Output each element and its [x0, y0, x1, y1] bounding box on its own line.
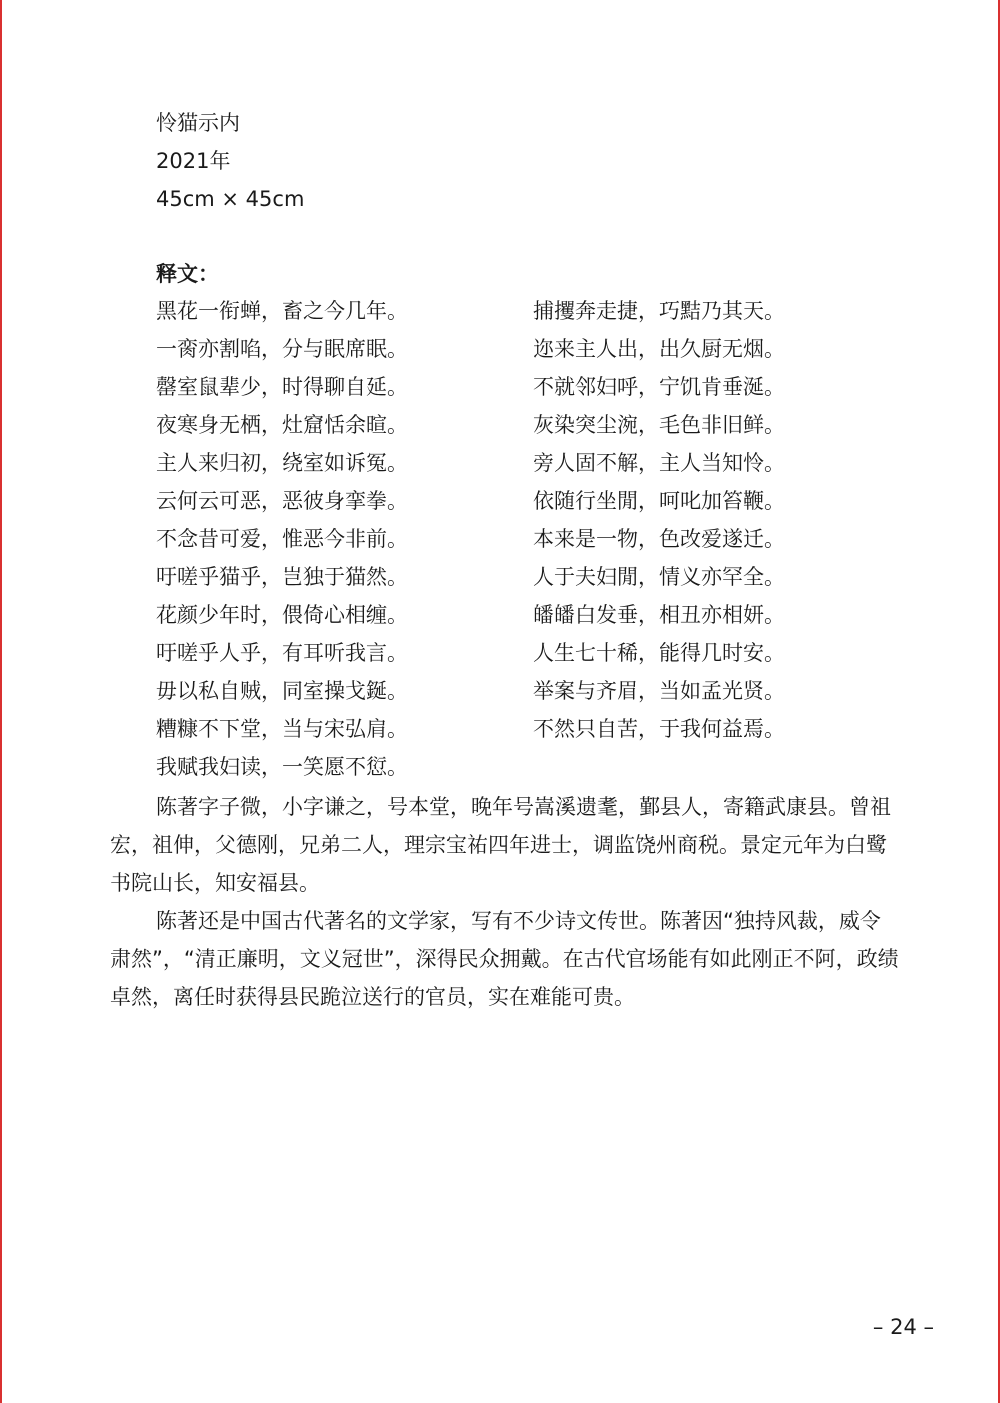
- poem-line: 皤皤白发垂，相丑亦相妍。: [533, 603, 785, 627]
- poem-line: 不念昔可爱，惟恶今非前。: [156, 527, 408, 551]
- artwork-title: 怜猫示内: [156, 111, 240, 135]
- artwork-info: [156, 104, 304, 218]
- poem-line: 灰染突尘涴，毛色非旧鲜。: [533, 413, 785, 437]
- poem-line: 举案与齐眉，当如孟光贤。: [533, 679, 785, 703]
- biography-paragraph: 陈著字子微，小字谦之，号本堂，晚年号嵩溪遗耄，鄞县人，寄籍武康县。曾祖宏，祖伸，父德刚，兄弟二人，理宗宝祐四年进士，调监饶州商税。景定元年为白鹭书院山长，知安福县。: [110, 795, 891, 895]
- poem-line: 罄室鼠辈少，时得聊自延。: [156, 375, 408, 399]
- poem-line: 捕攫奔走捷，巧黠乃其天。: [533, 299, 785, 323]
- poem-line: 毋以私自贼，同室操戈鋋。: [156, 679, 408, 703]
- poem-line: 人于夫妇閒，情义亦罕全。: [533, 565, 785, 589]
- poem-line: 迩来主人出，出久厨无烟。: [533, 337, 785, 361]
- transcription-heading: 释文：: [156, 262, 219, 286]
- poem-line: 夜寒身无栖，灶窟恬余暄。: [156, 413, 408, 437]
- poem-line: 人生七十稀，能得几时安。: [533, 641, 785, 665]
- poem-line: 我赋我妇读，一笑愿不愆。: [156, 755, 408, 779]
- poem-line: 吁嗟乎猫乎，岂独于猫然。: [156, 565, 408, 589]
- poem-line: 吁嗟乎人乎，有耳听我言。: [156, 641, 408, 665]
- poem-right-column: [533, 292, 785, 748]
- poem-line: 一脔亦割啗，分与眠席眠。: [156, 337, 408, 361]
- poem-line: 黑花一衔蝉，畜之今几年。: [156, 299, 408, 323]
- poem-line: 依随行坐閒，呵叱加笞鞭。: [533, 489, 785, 513]
- poem-line: 云何云可恶，恶彼身挛拳。: [156, 489, 408, 513]
- poem-line: 本来是一物，色改爱遂迁。: [533, 527, 785, 551]
- artwork-year: 2021年: [156, 149, 231, 173]
- poem-line: 旁人固不解，主人当知怜。: [533, 451, 785, 475]
- commentary-paragraph: 陈著还是中国古代著名的文学家，写有不少诗文传世。陈著因“独持风裁，威令肃然”，“清正廉明，文义冠世”，深得民众拥戴。在古代官场能有如此刚正不阿，政绩卓然，离任时获得县民跪泣送行的官员，实在难能可贵。: [110, 909, 899, 1009]
- poem-line: 糟糠不下堂，当与宋弘肩。: [156, 717, 408, 741]
- page-number: – 24 –: [872, 1315, 934, 1339]
- page-edge-left: [0, 0, 2, 1403]
- poem-line: 花颜少年时，偎倚心相缠。: [156, 603, 408, 627]
- poem-line: 主人来归初，绕室如诉冤。: [156, 451, 408, 475]
- poem-line: 不然只自苦，于我何益焉。: [533, 717, 785, 741]
- artwork-size: 45cm × 45cm: [156, 187, 305, 211]
- poem-line: 不就邻妇呼，宁饥肯垂涎。: [533, 375, 785, 399]
- poem-left-column: [156, 292, 408, 786]
